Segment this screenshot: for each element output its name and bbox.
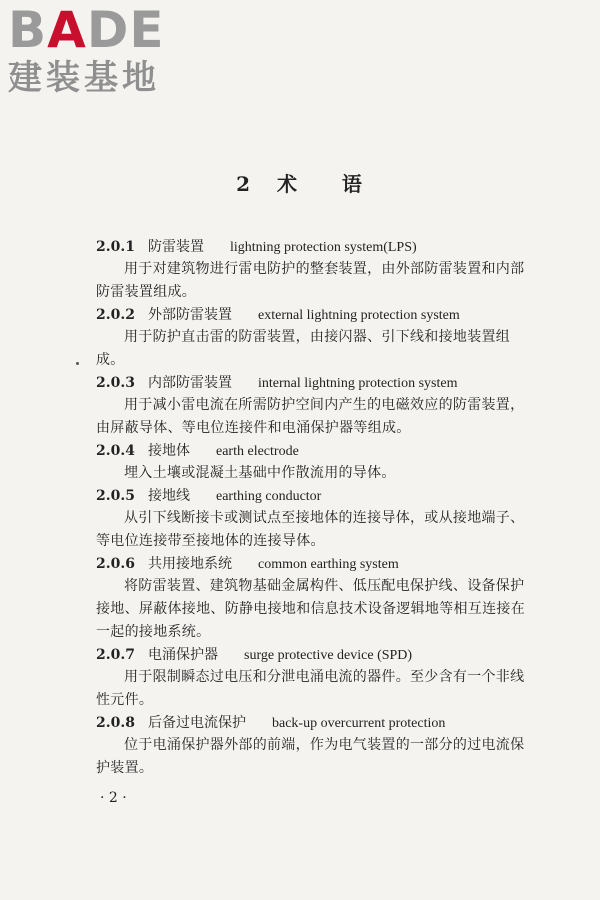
term-definition: 用于对建筑物进行雷电防护的整套装置，由外部防雷装置和内部防雷装置组成。 xyxy=(96,261,525,300)
term-2-0-2 xyxy=(96,304,528,372)
term-number: 2.0.8 xyxy=(96,715,135,731)
term-2-0-4 xyxy=(96,440,528,485)
term-2-0-6 xyxy=(96,553,528,644)
term-english: internal lightning protection system xyxy=(258,376,458,391)
chapter-number: 2 xyxy=(236,172,252,196)
term-chinese: 外部防雷装置 xyxy=(148,307,232,323)
logo-chinese-text: 建装基地 xyxy=(8,58,160,98)
chapter-title xyxy=(0,168,600,197)
term-number: 2.0.6 xyxy=(96,556,135,572)
term-chinese: 接地线 xyxy=(148,488,190,504)
scan-dot xyxy=(76,362,79,365)
chapter-title-char-2: 语 xyxy=(341,172,364,196)
term-english: back-up overcurrent protection xyxy=(272,716,446,731)
bade-logo xyxy=(8,1,180,98)
page-number: · 2 · xyxy=(100,790,127,806)
term-definition: 用于限制瞬态过电压和分泄电涌电流的器件。至少含有一个非线性元件。 xyxy=(96,669,525,708)
term-number: 2.0.2 xyxy=(96,307,135,323)
term-english: external lightning protection system xyxy=(258,308,460,323)
term-2-0-7 xyxy=(96,644,528,712)
term-definition: 用于防护直击雷的防雷装置，由接闪器、引下线和接地装置组成。 xyxy=(96,329,511,368)
term-chinese: 内部防雷装置 xyxy=(148,375,232,391)
term-english: common earthing system xyxy=(258,557,399,572)
term-definition: 位于电涌保护器外部的前端，作为电气装置的一部分的过电流保护装置。 xyxy=(96,737,525,776)
term-2-0-3 xyxy=(96,372,528,440)
term-number: 2.0.1 xyxy=(96,239,135,255)
terms-list xyxy=(96,236,528,780)
term-english: earth electrode xyxy=(216,444,299,459)
term-chinese: 共用接地系统 xyxy=(148,556,232,572)
term-definition: 从引下线断接卡或测试点至接地体的连接导体，或从接地端子、等电位连接带至接地体的连接导体。 xyxy=(96,510,525,549)
term-chinese: 接地体 xyxy=(148,443,190,459)
term-number: 2.0.3 xyxy=(96,375,135,391)
logo-latin-text: BADE xyxy=(8,1,165,59)
term-definition: 用于减小雷电流在所需防护空间内产生的电磁效应的防雷装置，由屏蔽导体、等电位连接件和电涌保护器等组成。 xyxy=(96,397,525,436)
term-number: 2.0.7 xyxy=(96,647,135,663)
term-2-0-5 xyxy=(96,485,528,553)
term-number: 2.0.4 xyxy=(96,443,135,459)
term-number: 2.0.5 xyxy=(96,488,135,504)
term-2-0-1 xyxy=(96,236,528,304)
term-english: lightning protection system(LPS) xyxy=(230,240,417,255)
chapter-title-char-1: 术 xyxy=(276,172,299,196)
term-chinese: 防雷装置 xyxy=(148,239,204,255)
term-definition: 埋入土壤或混凝土基础中作散流用的导体。 xyxy=(124,465,396,481)
term-chinese: 电涌保护器 xyxy=(148,647,218,663)
term-2-0-8 xyxy=(96,712,528,780)
term-chinese: 后备过电流保护 xyxy=(148,715,246,731)
term-definition: 将防雷装置、建筑物基础金属构件、低压配电保护线、设备保护接地、屏蔽体接地、防静电接地和信息技术设备逻辑地等相互连接在一起的接地系统。 xyxy=(96,578,525,640)
term-english: earthing conductor xyxy=(216,489,322,504)
term-english: surge protective device (SPD) xyxy=(244,648,413,663)
